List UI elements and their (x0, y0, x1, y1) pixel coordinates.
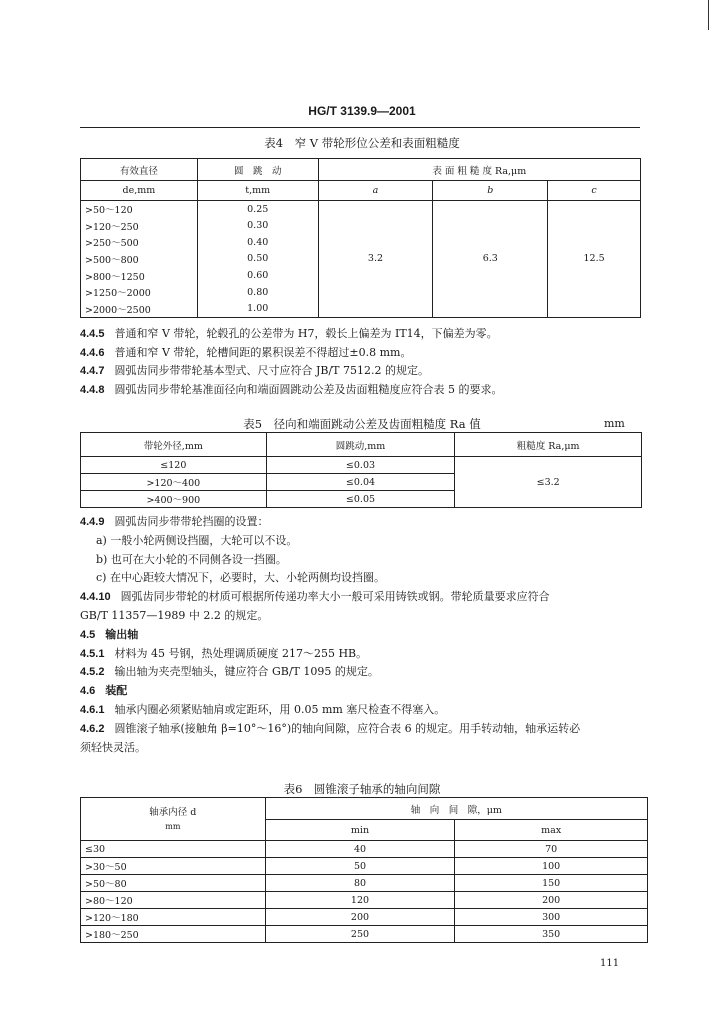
t6-min: 250 (265, 926, 455, 943)
paragraph (80, 628, 138, 642)
clause-text: 须轻快灵活。 (80, 740, 146, 754)
scan-edge-mark (708, 0, 709, 30)
table-row (81, 909, 648, 926)
t5-runout: ≤0.04 (266, 474, 455, 491)
clause-number: 4.4.6 (80, 346, 105, 359)
paragraph (80, 364, 429, 378)
paragraph (80, 741, 146, 755)
clause-number: 4.4.10 (80, 591, 111, 604)
t4-runout: 1.00 (197, 301, 318, 318)
paragraph (80, 722, 580, 736)
clause-number: 4.6.1 (80, 704, 105, 716)
paragraph (96, 534, 297, 548)
clause-number: 4.4.9 (80, 516, 105, 528)
t5-runout: ≤0.03 (266, 457, 455, 474)
t4-ra-b: 6.3 (433, 201, 548, 318)
t4-diameter: >50～120 (81, 201, 198, 218)
clause-text: 材料为 45 号钢，热处理调质硬度 217～255 HB。 (114, 646, 368, 660)
t4-ra-a: 3.2 (318, 201, 433, 318)
t6-max: 70 (455, 841, 648, 858)
t6-max: 100 (455, 858, 648, 875)
table5-caption: 表5 径向和端面跳动公差及齿面粗糙度 Ra 值 (243, 417, 481, 431)
t4-runout: 0.40 (197, 234, 318, 251)
header-rule (80, 127, 640, 128)
paragraph (80, 609, 268, 623)
paragraph (80, 515, 268, 529)
t6-h-max: max (455, 820, 648, 841)
clause-text: 圆锥滚子轴承(接触角 β=10°～16°)的轴向间隙，应符合表 6 的规定。用手转动轴，轴承运转必 (114, 721, 581, 735)
clause-number: 4.4.7 (80, 365, 105, 377)
t5-runout: ≤0.05 (266, 491, 455, 508)
clause-number: 4.5.2 (80, 666, 105, 679)
t6-bore: >80～120 (81, 892, 266, 909)
t6-bore: >120～180 (81, 909, 266, 926)
document-header: HG/T 3139.9—2001 (308, 104, 416, 118)
t6-max: 300 (455, 909, 648, 926)
clause-text: 装配 (105, 684, 128, 698)
t4-h-diameter: 有效直径 (81, 159, 198, 181)
clause-number: 4.4.5 (80, 328, 105, 340)
clause-text: 普通和窄 V 带轮，轮毂孔的公差带为 H7，毂长上偏差为 IT14，下偏差为零。 (114, 327, 498, 340)
paragraph (80, 647, 367, 661)
t4-diameter: >1250～2000 (81, 284, 198, 301)
t6-h-clearance: 轴 向 间 隙，μm (265, 798, 647, 820)
t4-h-t: t,mm (197, 181, 318, 201)
t6-min: 200 (265, 909, 455, 926)
clause-text: 普通和窄 V 带轮，轮槽间距的累积误差不得超过±0.8 mm。 (114, 345, 412, 359)
t6-bore: >180～250 (81, 926, 266, 943)
t5-roughness: ≤3.2 (455, 457, 642, 508)
t6-h-min: min (265, 820, 455, 841)
t5-diameter: >400～900 (81, 491, 267, 508)
clause-number: 4.6 (80, 685, 96, 698)
paragraph (80, 684, 127, 698)
table-row (81, 457, 642, 474)
table-row (81, 926, 648, 943)
paragraph (96, 571, 385, 585)
t4-runout: 0.30 (197, 217, 318, 234)
paragraph (80, 590, 550, 604)
t4-h-a: a (318, 181, 433, 201)
paragraph (80, 703, 445, 717)
clause-text: 输出轴 (105, 627, 139, 641)
t4-runout: 0.25 (197, 201, 318, 218)
t4-h-roughness: 表 面 粗 糙 度 Ra,μm (318, 159, 640, 181)
table4-caption: 表4 窄 V 带轮形位公差和表面粗糙度 (264, 136, 460, 150)
t4-h-c: c (548, 181, 641, 201)
clause-text: 圆弧齿同步带带轮挡圈的设置： (114, 515, 269, 528)
t5-h-runout: 圆跳动,mm (266, 433, 455, 457)
t6-min: 120 (265, 892, 455, 909)
table-row (81, 841, 648, 858)
table-row (81, 875, 648, 892)
clause-text: 圆弧齿同步带轮的材质可根据所传递功率大小一般可采用铸铁或钢。带轮质量要求应符合 (120, 590, 550, 604)
clause-text: a) 一般小轮两侧设挡圈，大轮可以不设。 (96, 533, 298, 547)
t5-diameter: >120～400 (81, 474, 267, 491)
paragraph (80, 327, 498, 341)
clause-text: 圆弧齿同步带带轮基本型式、尺寸应符合 JB/T 7512.2 的规定。 (114, 364, 429, 377)
clause-text: c) 在中心距较大情况下，必要时，大、小轮两侧均设挡圈。 (96, 571, 385, 585)
t5-diameter: ≤120 (81, 457, 267, 474)
clause-number: 4.5.1 (80, 647, 105, 660)
t4-runout: 0.60 (197, 267, 318, 284)
t4-runout: 0.50 (197, 251, 318, 268)
table5 (80, 432, 642, 508)
t6-min: 40 (265, 841, 455, 858)
table4 (80, 158, 641, 318)
table-row (81, 201, 641, 218)
table6 (80, 797, 648, 943)
clause-number: 4.4.8 (80, 383, 105, 396)
clause-text: b) 也可在大小轮的不同侧各设一挡圈。 (96, 552, 287, 566)
table6-caption: 表6 圆锥滚子轴承的轴向间隙 (283, 782, 441, 796)
t4-runout: 0.80 (197, 284, 318, 301)
t6-bore: ≤30 (81, 841, 266, 858)
clause-text: GB/T 11357—1989 中 2.2 的规定。 (80, 609, 269, 622)
clause-number: 4.6.2 (80, 722, 105, 735)
t4-ra-c: 12.5 (548, 201, 641, 318)
t4-diameter: >800～1250 (81, 267, 198, 284)
t4-diameter: >2000～2500 (81, 301, 198, 318)
paragraph (80, 383, 502, 397)
t6-bore: >50～80 (81, 875, 266, 892)
t4-h-runout: 圆 跳 动 (197, 159, 318, 181)
t6-h-bore: 轴承内径 d (149, 807, 197, 818)
t5-h-roughness: 粗糙度 Ra,μm (455, 433, 642, 457)
t4-h-b: b (433, 181, 548, 201)
paragraph (96, 553, 287, 567)
clause-text: 轴承内圈必须紧贴轴肩或定距环，用 0.05 mm 塞尺检查不得塞入。 (114, 703, 446, 716)
t6-max: 150 (455, 875, 648, 892)
clause-text: 输出轴为夹壳型轴头，键应符合 GB/T 1095 的规定。 (114, 665, 379, 679)
page-number: 111 (600, 958, 620, 969)
table5-unit: mm (604, 417, 625, 430)
t4-diameter: >500～800 (81, 251, 198, 268)
t6-max: 200 (455, 892, 648, 909)
t6-bore: >30～50 (81, 858, 266, 875)
t6-min: 80 (265, 875, 455, 892)
paragraph (80, 665, 379, 679)
table-row (81, 892, 648, 909)
paragraph (80, 346, 411, 360)
t5-h-diameter: 带轮外径,mm (81, 433, 267, 457)
t6-h-unit: mm (165, 822, 181, 831)
t6-min: 50 (265, 858, 455, 875)
t4-diameter: >250～500 (81, 234, 198, 251)
table-row (81, 858, 648, 875)
clause-text: 圆弧齿同步带轮基准面径向和端面圆跳动公差及齿面粗糙度应符合表 5 的要求。 (114, 382, 503, 396)
clause-number: 4.5 (80, 628, 96, 641)
t4-diameter: >120～250 (81, 217, 198, 234)
t6-max: 350 (455, 926, 648, 943)
t4-h-de: de,mm (81, 181, 198, 201)
